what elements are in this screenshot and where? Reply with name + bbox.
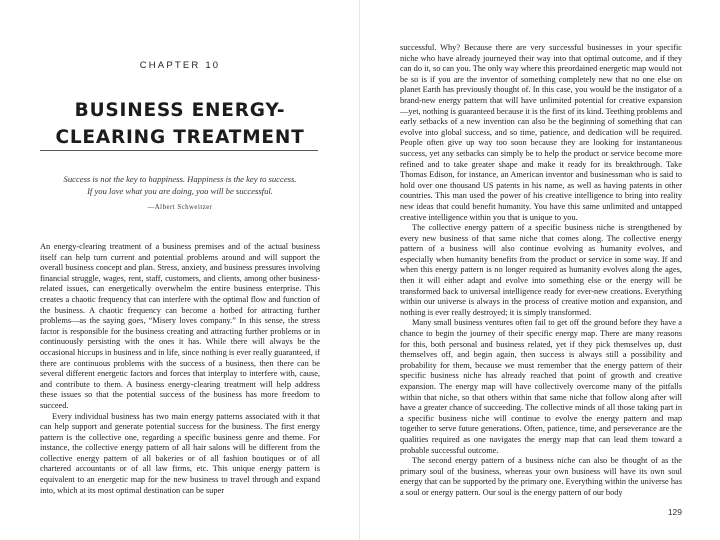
page-number: 129	[667, 507, 682, 517]
epigraph-attribution: —Albert Schweitzer	[147, 204, 213, 211]
epigraph-quote	[40, 174, 320, 197]
body-paragraph: Every individual business has two main energy patterns associated with it that can help support and generate potential success for the business. The first energy pattern is the collective one, regarding a specific business genre and theme. For instance, the collective energy pattern of all hair salons will be different from the collective energy pattern of all bakeries or of all fashion boutiques or of all chartered accountants or of all law firms, etc. This unique energy pattern is equivalent to an energetic map for the new business to travel through and expand into, which at its most optimal destination can be super	[40, 411, 320, 495]
body-paragraph: successful. Why? Because there are very successful businesses in your specific niche who have already journeyed their way into that optimal outcome, and if they can do it, so can you. The only way where this preordained energetic map would not be so is if you are the inventor of something completely new that no one else on planet Earth has previously thought of. In this case, you would be the instigator of a brand-new energy pattern that will have unlimited potential for creative expansion—yet, nothing is guaranteed because it is the first of its kind. Teething problems and early setbacks of a new invention can also be the beginning of something that can evolve into global success, and so time, patience, and dedication will be required. People often give up way too soon because they are looking for instantaneous success, yet any setbacks can simply be to help the product or service become more refined and to take greater shape and make it ready for its breakthrough. Take Thomas Edison, for instance, an American inventor and businessman who is said to hold over one thousand US patents in his name, as well as having patents in other countries. This man used the power of his creative intelligence to bring into reality new ideas that could benefit humanity. You have this same unlimited and untapped creative intelligence within you that is unique to you.	[400, 43, 682, 222]
body-paragraph: The second energy pattern of a business niche can also be thought of as the primary soul of the business, whereas your own business will have its own soul energy that can be supported by the primary one. Everything within the universe has a soul or energy pattern. Our soul is the energy pattern of our body	[400, 456, 682, 497]
body-paragraph: The collective energy pattern of a specific business niche is strengthened by every new business of that same niche that comes along. The collective energy pattern of a business will also continue evolving as humanity evolves, and especially when humanity benefits from the product or service in some way. If and when this energy pattern is no longer required as humanity evolves along the ages, then it will either adapt and evolve into something else or the energy will be transformed back to universal intelligence ready for ever-new creations. Everything within our universe is always in the process of creative motion and expansion, and nothing is ever really destroyed; it is simply transformed.	[400, 223, 682, 317]
epigraph-line-2: If you love what you are doing, you will be successful.	[87, 185, 273, 196]
chapter-title-line-2: CLEARING TREATMENT	[55, 127, 305, 148]
right-body-text	[400, 43, 682, 499]
epigraph-line-1: Success is not the key to happiness. Happiness is the key to success.	[63, 174, 297, 184]
right-page	[360, 0, 720, 540]
chapter-title-line-1: BUSINESS ENERGY-	[74, 100, 286, 121]
chapter-title	[40, 97, 320, 151]
chapter-label: CHAPTER 10	[139, 60, 221, 71]
left-body-text	[40, 242, 320, 496]
body-paragraph: Many small business ventures often fail to get off the ground before they have a chance to begin the journey of their specific energy map. There are many reasons for this, both personal and business related, yet if they pick themselves up, dust themselves off, and begin again, then success is always still a possibility and probability for them, because we must remember that the energy pattern of their specific business niche has already reached that point of growth and creative expansion. The energy map will have collectively overcome many of the pitfalls within that niche, so that others within that same niche that follow along after will have a greater chance of succeeding. The collective minds of all those taking part in a specific business niche will continue to evolve the energy pattern and map together to serve future generations. Often, patience, time, and perseverance are the qualities required as one navigates the energy map that can lead them toward a probable successful outcome.	[400, 318, 682, 455]
body-paragraph: An energy-clearing treatment of a business premises and of the actual business itself can help turn current and potential problems around and will support the overall business concept and plan. Stress, anxiety, and business pressures involving financial struggle, wages, rent, staff, customers, and clients, among other business-related issues, can energetically overwhelm the entire business enterprise. This creates a chaotic frequency that can interfere with the optimal flow and function of the business. A chaotic frequency can become a hotbed for attracting further problems—as the saying goes, “Misery loves company.” In this sense, the stress factor is responsible for the business creating and attracting further problems or in continuously persisting with the ones it has. While there will always be the occasional hiccups in business and in life, since nothing is ever really guaranteed, if there are continuous problems with the success of a business, then there can be several different energetic factors and forces that interplay to interfere with, cause, and contribute to them. A business energy-clearing treatment will help address these issues so that the potential success of the business has more freedom to succeed.	[40, 242, 320, 410]
title-divider	[40, 150, 318, 151]
